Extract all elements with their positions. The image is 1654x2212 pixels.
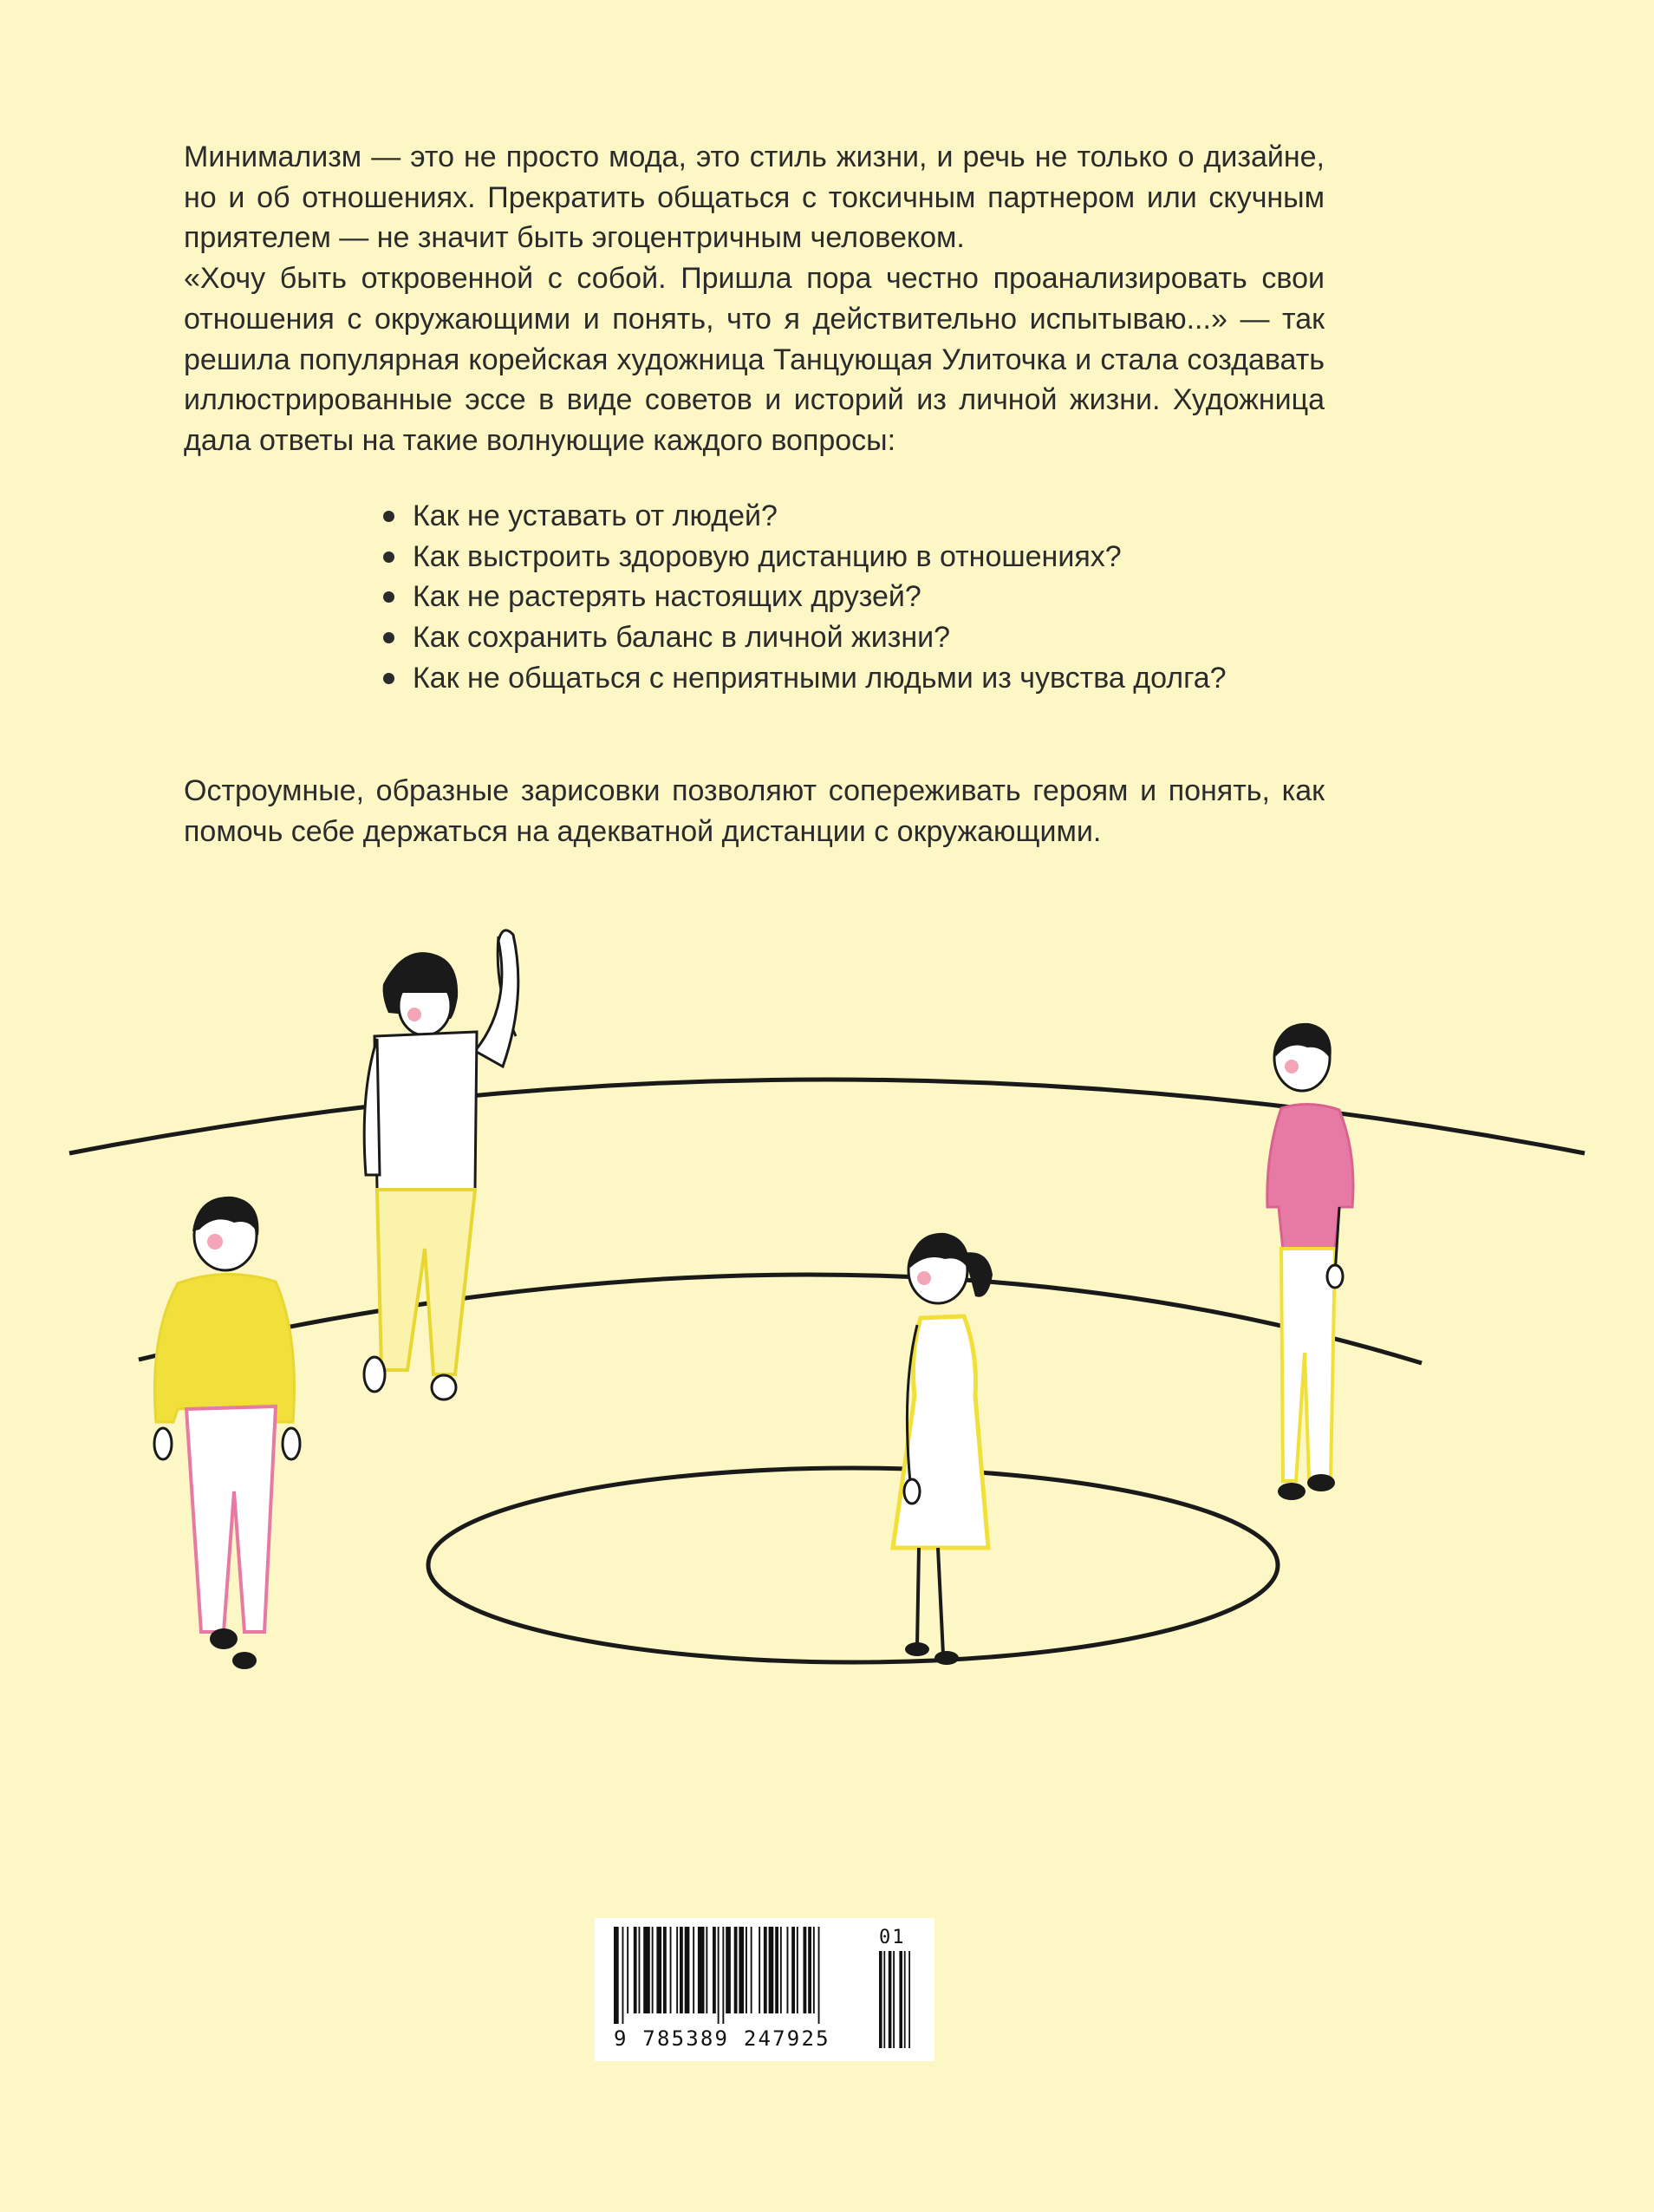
barcode-bar — [722, 1927, 724, 2024]
barcode-bar — [797, 1927, 798, 2013]
barcode-digits: 9 785389 247925 — [614, 2026, 830, 2051]
barcode-addon-bar — [879, 1951, 882, 2048]
barcode-addon-bar — [883, 1951, 885, 2048]
bullet-icon — [383, 511, 394, 522]
barcode-addon-bar — [908, 1951, 910, 2048]
barcode-bar — [614, 1927, 619, 2024]
barcode — [595, 1918, 934, 2061]
question-text: Как не растерять настоящих друзей? — [413, 580, 921, 614]
barcode-bar — [713, 1927, 716, 2013]
barcode-bar — [813, 1927, 815, 2013]
barcode-bar — [818, 1927, 820, 2024]
outer-circle — [69, 1080, 1585, 1153]
intro-text — [184, 137, 1325, 461]
barcode-bar — [652, 1927, 654, 2013]
figure-yellow-sweater — [154, 1197, 300, 1669]
barcode-addon: 01 — [879, 1927, 906, 1948]
barcode-bars — [614, 1927, 874, 2024]
barcode-bar — [685, 1927, 690, 2013]
barcode-bar — [634, 1927, 637, 2013]
question-text: Как выстроить здоровую дистанцию в отношениях? — [413, 539, 1122, 573]
barcode-bar — [663, 1927, 667, 2013]
intro-paragraph-1: Минимализм — это не просто мода, это стиль жизни, и речь не только о дизайне, но и об отношениях. Прекратить общаться с токсичным партнером или скучным приятелем — не значит быть эгоцентричным человеком. — [184, 140, 1325, 255]
list-item — [383, 537, 1337, 577]
barcode-bar — [780, 1927, 782, 2013]
barcode-bar — [804, 1927, 807, 2013]
list-item — [383, 496, 1337, 537]
barcode-bar — [759, 1927, 760, 2013]
inner-circle — [428, 1468, 1278, 1662]
figure-pink-shirt — [1267, 1023, 1353, 1500]
barcode-bar — [680, 1927, 683, 2013]
barcode-bar — [808, 1927, 811, 2013]
barcode-addon-bar — [899, 1951, 902, 2048]
middle-circle — [139, 1275, 1422, 1363]
barcode-bar — [676, 1927, 678, 2013]
barcode-bar — [698, 1927, 705, 2013]
barcode-bar — [787, 1927, 789, 2013]
bullet-icon — [383, 591, 394, 603]
illustration — [0, 902, 1654, 1717]
barcode-bar — [693, 1927, 694, 2013]
barcode-bar — [622, 1927, 624, 2024]
barcode-bar — [718, 1927, 720, 2024]
question-text: Как не общаться с неприятными людьми из чувства долга? — [413, 661, 1227, 695]
barcode-bar — [706, 1927, 707, 2013]
figure-yellow-dress — [893, 1233, 993, 1665]
barcode-addon-bar — [904, 1951, 906, 2048]
barcode-bar — [775, 1927, 778, 2013]
barcode-bar — [791, 1927, 795, 2013]
barcode-bar — [627, 1927, 628, 2013]
barcode-addon-bars — [879, 1951, 921, 2050]
question-text: Как сохранить баланс в личной жизни? — [413, 621, 951, 655]
barcode-bar — [769, 1927, 774, 2013]
barcode-bar — [639, 1927, 641, 2013]
barcode-addon-bar — [893, 1951, 895, 2048]
bullet-icon — [383, 632, 394, 643]
barcode-bar — [739, 1927, 744, 2013]
bullet-icon — [383, 673, 394, 684]
barcode-bar — [734, 1927, 738, 2013]
barcode-bar — [726, 1927, 731, 2013]
bullet-icon — [383, 551, 394, 563]
list-item — [383, 617, 1337, 658]
list-item — [383, 577, 1337, 617]
question-text: Как не уставать от людей? — [413, 499, 778, 532]
questions-list — [383, 496, 1337, 699]
barcode-bar — [643, 1927, 650, 2013]
barcode-bar — [764, 1927, 767, 2013]
closing-paragraph: Остроумные, образные зарисовки позволяют сопереживать героям и понять, как помочь себе держаться на адекватной дистанции с окружающими. — [184, 774, 1325, 848]
list-item — [383, 658, 1337, 699]
barcode-addon-bar — [889, 1951, 892, 2048]
barcode-bar — [656, 1927, 661, 2013]
barcode-bar — [670, 1927, 672, 2013]
intro-paragraph-2: «Хочу быть откровенной с собой. Пришла пора честно проанализировать свои отношения с окружающими и понять, что я действительно испытываю...» — так решила популярная корейская художница Танцующая Улиточка и стала создавать иллюстрированные эссе в виде советов и историй из личной жизни. Художница дала ответы на такие волнующие каждого вопросы: — [184, 262, 1325, 457]
barcode-bar — [751, 1927, 752, 2013]
figure-waving — [364, 930, 518, 1400]
barcode-bar — [746, 1927, 747, 2013]
